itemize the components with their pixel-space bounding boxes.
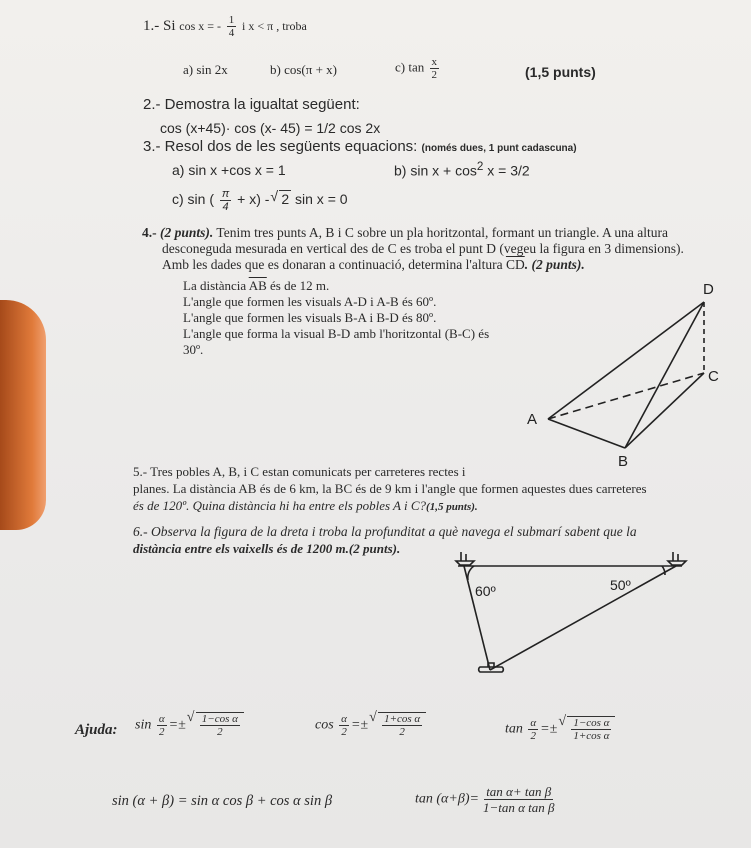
q3-option-a: a) sin x +cos x = 1 [172,162,286,178]
q3-c-pre: c) sin ( [172,191,214,208]
help-f5-lhs: tan (α+β)= [415,791,479,807]
help-formula-sin-sum: sin (α + β) = sin α cos β + cos α sin β [112,793,333,809]
q4-line3-post: . (2 punts). [524,257,585,272]
q5-points: (1,5 punts). [426,501,478,513]
help-label: Ajuda: [75,722,118,738]
q1-frac-num: 1 [228,14,235,26]
help-f1-den: 2 [217,726,223,738]
q6-ship-right-icon [668,552,686,565]
help-f3-root [567,716,615,742]
help-f2-den: 2 [399,726,405,738]
help-f3-half-n: α [530,717,537,729]
help-f1-root [196,712,244,738]
q3-b-sup: 2 [476,160,484,173]
q1-c-expr: tan [408,59,425,75]
q3-note: (només dues, 1 punt cadascuna) [421,143,577,154]
q3-c-root: √ 2 [279,190,291,207]
q6-right-sightline [490,566,676,670]
q4-label-c: C [708,368,719,385]
help-f3-half-d: 2 [530,730,537,742]
q3-c-frac-den: 4 [222,201,229,213]
q3-c-frac-num: π [221,188,230,200]
q1-condition-lhs: cos x = - [179,18,222,33]
q1-number: 1.- [143,17,160,34]
q4-d1-pre: La distància [183,278,247,293]
q1-points: (1,5 punts) [525,64,596,80]
q1-c-label: c) [395,59,406,75]
help-f3-pm: =± [540,721,558,737]
q4-d1-post: és de 12 m. [270,278,330,293]
q3-b-pre: b) sin x + cos [394,162,477,179]
q6-left-sightline [464,566,490,670]
q2-equation: cos (x+45)· cos (x- 45) = 1/2 cos 2x [160,120,381,136]
help-f2-lhs: cos [315,717,334,733]
help-f1-half-d: 2 [158,726,165,738]
q3-c-post: sin x = 0 [295,191,348,208]
help-formula-cos-half [315,712,426,738]
q3-c-mid: + x) - [237,191,270,208]
q4-label-a: A [527,411,538,428]
q1-b-label: b) [270,62,281,77]
q4-line3-pre: Amb les dades que es donaran a continuació, determina l'altura [162,257,503,272]
help-f2-root [378,712,426,738]
q4-text-1: Tenim tres punts A, B i C sobre un pla horitzontal, formant un triangle. A una altura [216,225,669,240]
q6-ship-left-icon [456,552,474,565]
q1-b-expr: cos(π + x) [284,62,337,77]
q5-line3 [133,498,478,514]
help-f3-lhs: tan [505,721,523,737]
help-f5-frac [481,784,557,815]
q4-segment-cd: $\overline{CD}$ [505,257,525,272]
q4-edge-ad [548,302,704,419]
help-f3-half [528,717,538,742]
help-f3-num: √ 1−cos α [573,717,610,729]
help-f5-num: tan α+ tan β [486,784,552,799]
q4-segment-ab: $\overline{AB}$ [248,278,267,293]
q6-angle-right: 50º [610,577,631,593]
help-f1-pm: =± [168,717,186,733]
help-formula-tan-sum [415,784,558,815]
q1-c-frac-num: x [431,56,437,68]
help-f3-frac [571,717,611,742]
q2-title: 2.- Demostra la igualtat següent: [143,96,360,113]
help-f1-lhs: sin [135,717,152,733]
q4-number: 4.- [142,225,157,240]
q4-edge-bd [625,302,704,448]
q4-data-5: 30º. [183,342,204,357]
q5-line1: 5.- Tres pobles A, B, i C estan comunicats per carreteres rectes i [133,464,466,479]
help-f1-num: √ 1−cos α [201,713,238,725]
q4-line2: desconeguda mesurada en vertical des de C es troba el punt D (vegeu la figura en 3 dimensions). [162,241,684,256]
help-formula-sin-half [135,712,244,738]
q5-line2: planes. La distància AB és de 6 km, la BC és de 9 km i l'angle que formen aquestes dues carreteres [133,481,647,496]
help-f1-frac [200,713,240,738]
q6-angle-left: 60º [475,583,496,599]
help-f2-half-d: 2 [341,726,347,738]
q4-data-4: L'angle que forma la visual B-D amb l'horitzontal (B-C) és [183,326,490,341]
q6-angle-arc-left [468,566,474,580]
q1-frac-den: 4 [228,27,235,39]
q5-line3-text: és de 120º. Quina distància hi ha entre els pobles A i C? [133,498,427,513]
q4-points: (2 punts). [160,225,214,240]
q3-b-post: x = 3/2 [487,162,530,179]
q1-c-frac-den: 2 [431,69,437,81]
q6-line1: 6.- Observa la figura de la dreta i troba la profunditat a què navega el submarí sabent que la [133,524,637,539]
q1-condition-rest: i x < π , troba [242,18,307,33]
q1-a-label: a) [183,62,194,77]
help-f2-half-n: α [341,713,347,725]
q4-label-d: D [703,281,714,298]
q4-data-2: L'angle que formen les visuals A-D i A-B és 60º. [183,294,437,309]
q3-title: 3.- Resol dos de les següents equacions: [143,138,418,155]
q4-data-3: L'angle que formen les visuals B-A i B-D és 80º. [183,310,437,325]
q4-label-b: B [618,453,629,470]
help-f3-den: 1+cos α [573,730,610,742]
help-f1-half-n: α [158,713,165,725]
help-formula-tan-half [505,716,615,742]
q4-edge-ab [548,419,625,448]
q1-si: Si [163,17,176,34]
q1-a-expr: sin 2x [196,62,228,77]
q6-line2: distància entre els vaixells és de 1200 m.(2 punts). [133,541,401,556]
help-f2-num: √ 1+cos α [384,713,421,725]
help-f2-pm: =± [350,717,369,733]
help-f2-half [339,713,349,738]
help-f2-frac [382,713,422,738]
help-f1-half [157,713,167,738]
help-f5-den: 1−tan α tan β [482,800,555,815]
